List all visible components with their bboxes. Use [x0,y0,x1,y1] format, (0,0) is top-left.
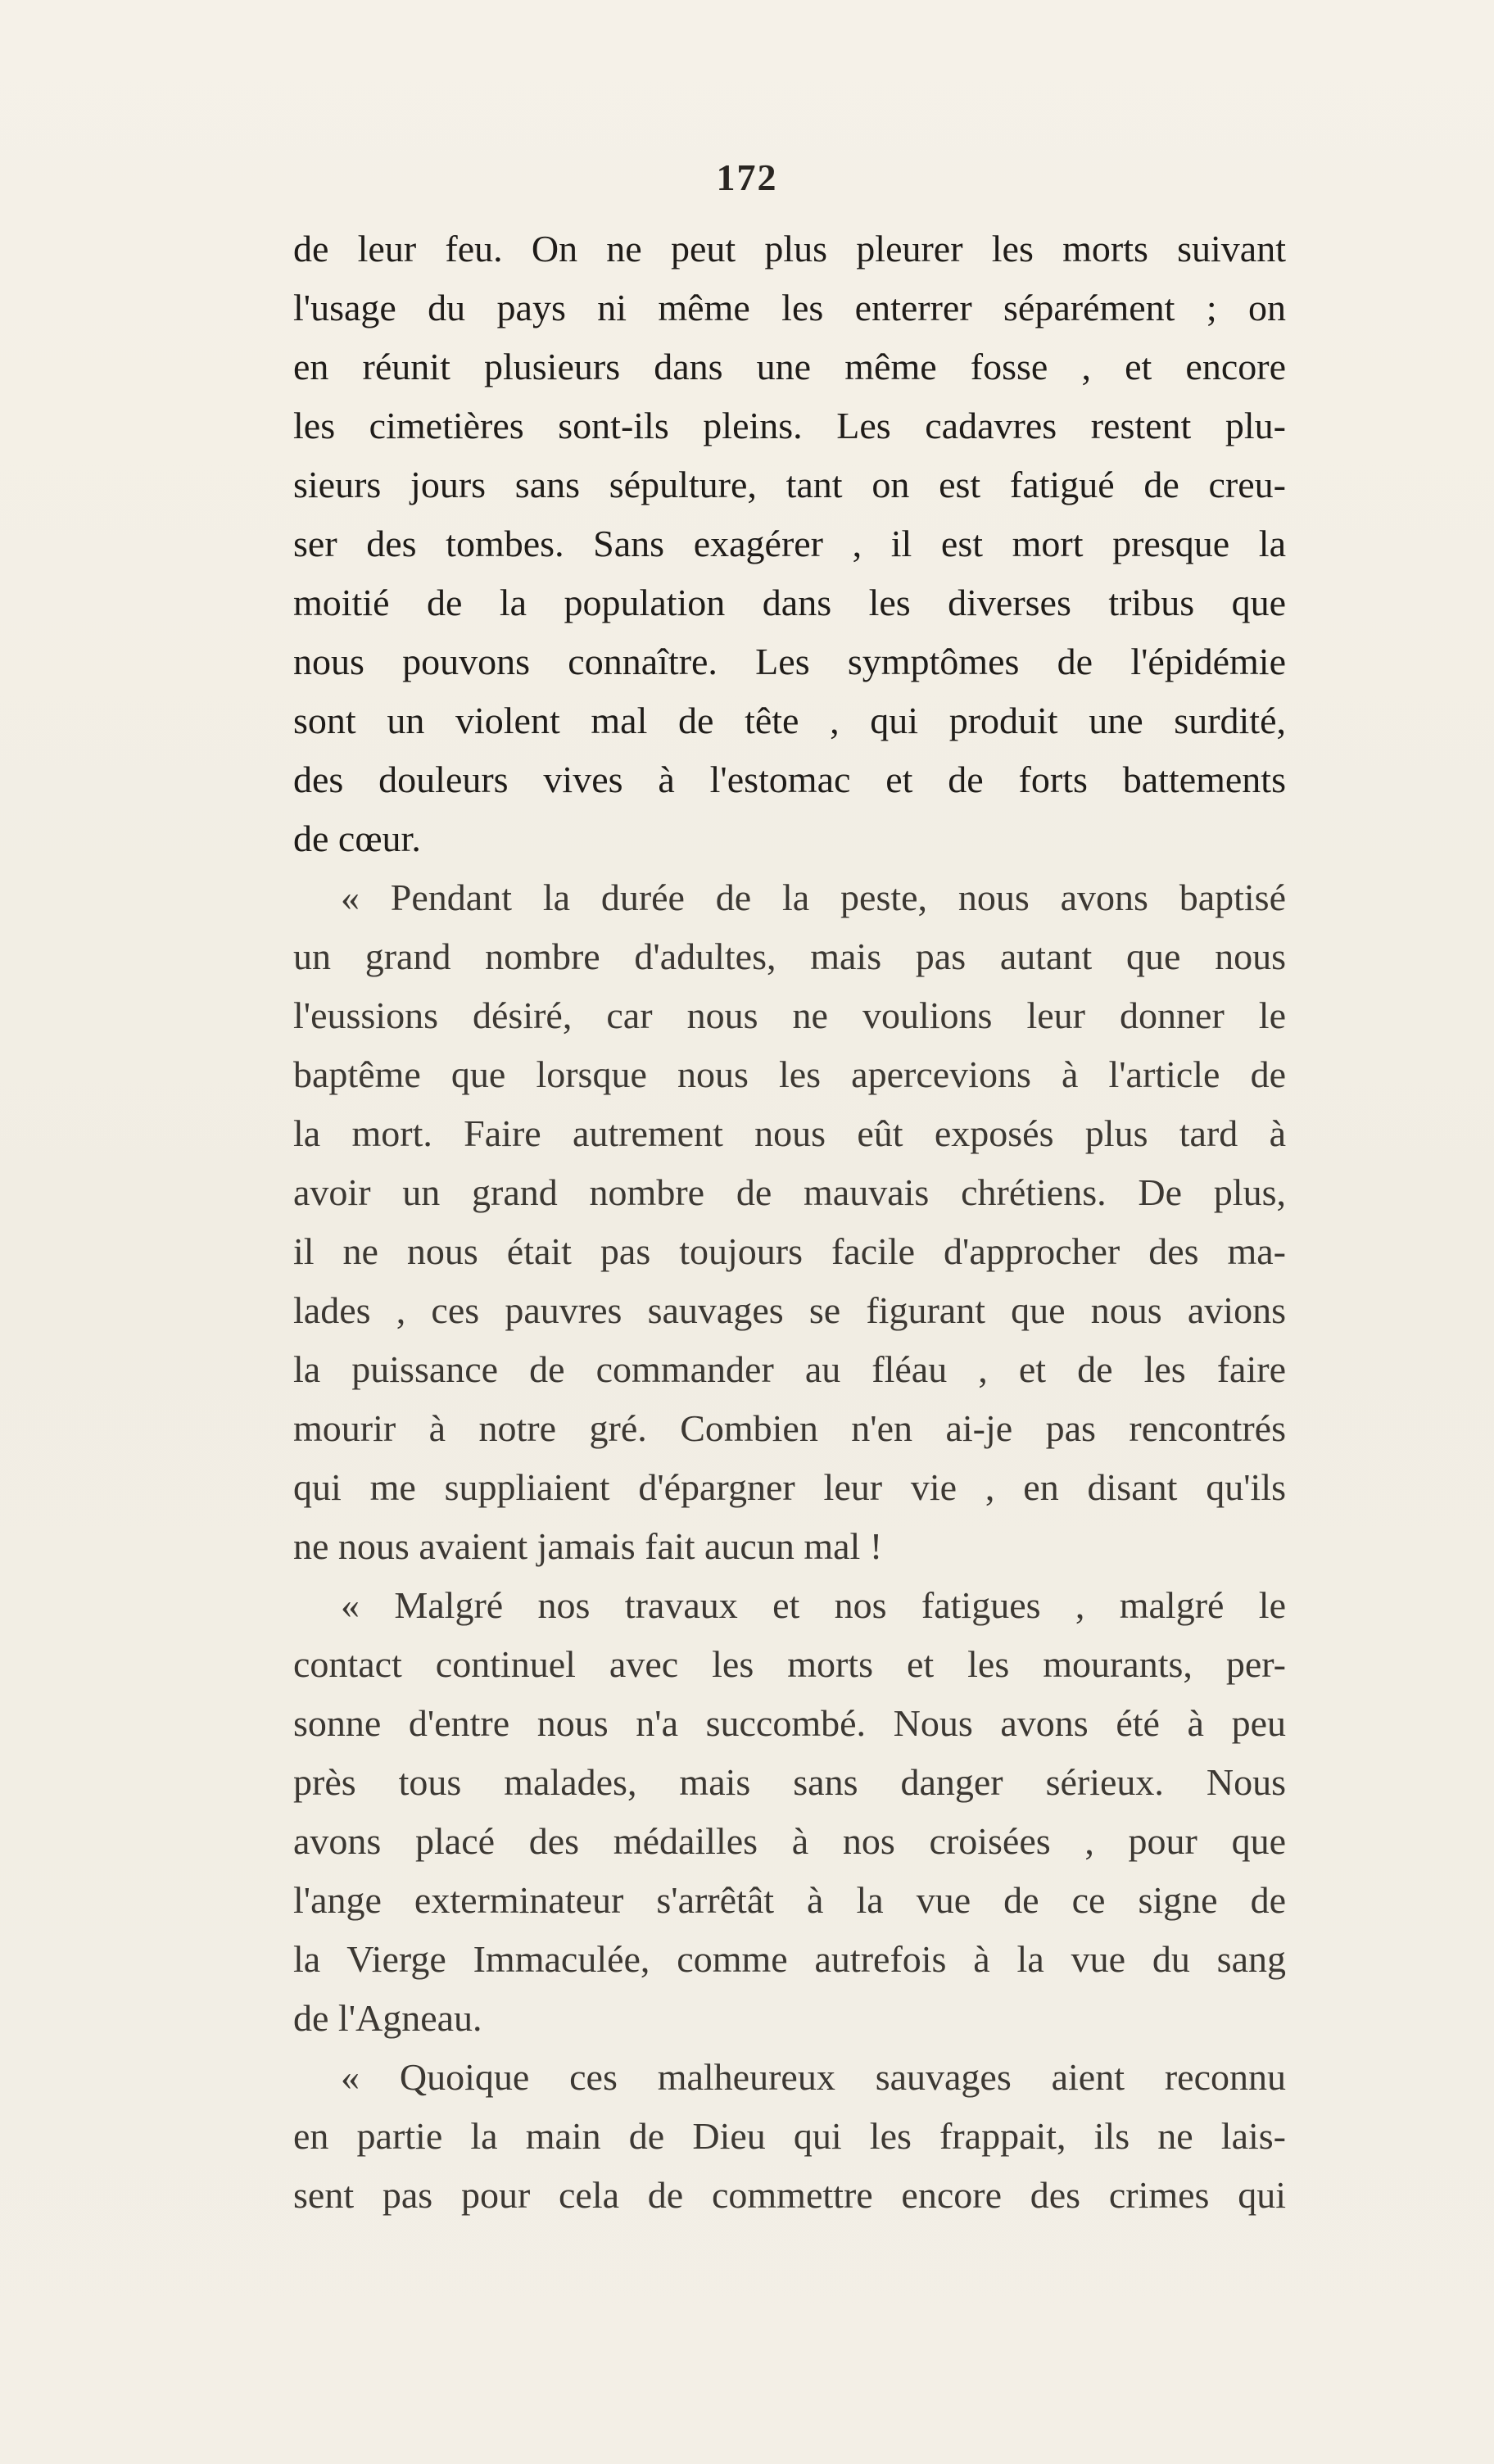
text-line: qui me suppliaient d'épargner leur vie , en disant qu'ils [293,1466,1286,1508]
text-line: ne nous avaient jamais fait aucun mal ! [293,1525,883,1567]
text-line: moitié de la population dans les diverses tribus que [293,582,1286,623]
text-line: sieurs jours sans sépulture, tant on est fatigué de creu- [293,464,1286,505]
text-line: l'usage du pays ni même les enterrer séparément ; on [293,287,1286,328]
text-line: de cœur. [293,818,421,859]
text-line: nous pouvons connaître. Les symptômes de l'épidémie [293,641,1286,682]
text-line: l'eussions désiré, car nous ne voulions leur donner le [293,994,1286,1036]
text-line: mourir à notre gré. Combien n'en ai-je pas rencontrés [293,1407,1286,1449]
text-line: « Quoique ces malheureux sauvages aient reconnu [341,2056,1286,2098]
text-line: la puissance de commander au fléau , et de les faire [293,1348,1286,1390]
text-line: l'ange exterminateur s'arrêtât à la vue de ce signe de [293,1879,1286,1921]
text-line: « Malgré nos travaux et nos fatigues , malgré le [341,1584,1286,1626]
text-line: « Pendant la durée de la peste, nous avons baptisé [341,876,1286,918]
text-line: en partie la main de Dieu qui les frappait, ils ne lais- [293,2115,1286,2157]
text-line: la Vierge Immaculée, comme autrefois à la vue du sang [293,1938,1286,1980]
page-number: 172 [716,156,778,198]
text-line: sonne d'entre nous n'a succombé. Nous avons été à peu [293,1702,1286,1744]
text-line: contact continuel avec les morts et les mourants, per- [293,1643,1286,1685]
text-line: avons placé des médailles à nos croisées , pour que [293,1820,1286,1862]
text-line: lades , ces pauvres sauvages se figurant que nous avions [293,1289,1286,1331]
text-line: la mort. Faire autrement nous eût exposés plus tard à [293,1112,1286,1154]
text-line: des douleurs vives à l'estomac et de forts battements [293,759,1286,800]
text-line: il ne nous était pas toujours facile d'approcher des ma- [293,1230,1286,1272]
text-line: en réunit plusieurs dans une même fosse , et encore [293,346,1286,387]
text-line: de l'Agneau. [293,1997,482,2039]
text-line: de leur feu. On ne peut plus pleurer les morts suivant [293,228,1286,270]
text-line: sent pas pour cela de commettre encore des crimes qui [293,2174,1286,2216]
body-text [293,220,1286,2225]
text-line: ser des tombes. Sans exagérer , il est mort presque la [293,523,1286,564]
text-line: avoir un grand nombre de mauvais chrétiens. De plus, [293,1171,1286,1213]
text-line: baptême que lorsque nous les apercevions à l'article de [293,1053,1286,1095]
text-line: un grand nombre d'adultes, mais pas autant que nous [293,935,1286,977]
text-line: sont un violent mal de tête , qui produit une surdité, [293,700,1286,741]
text-line: les cimetières sont-ils pleins. Les cadavres restent plu- [293,405,1286,446]
text-line: près tous malades, mais sans danger sérieux. Nous [293,1761,1286,1803]
